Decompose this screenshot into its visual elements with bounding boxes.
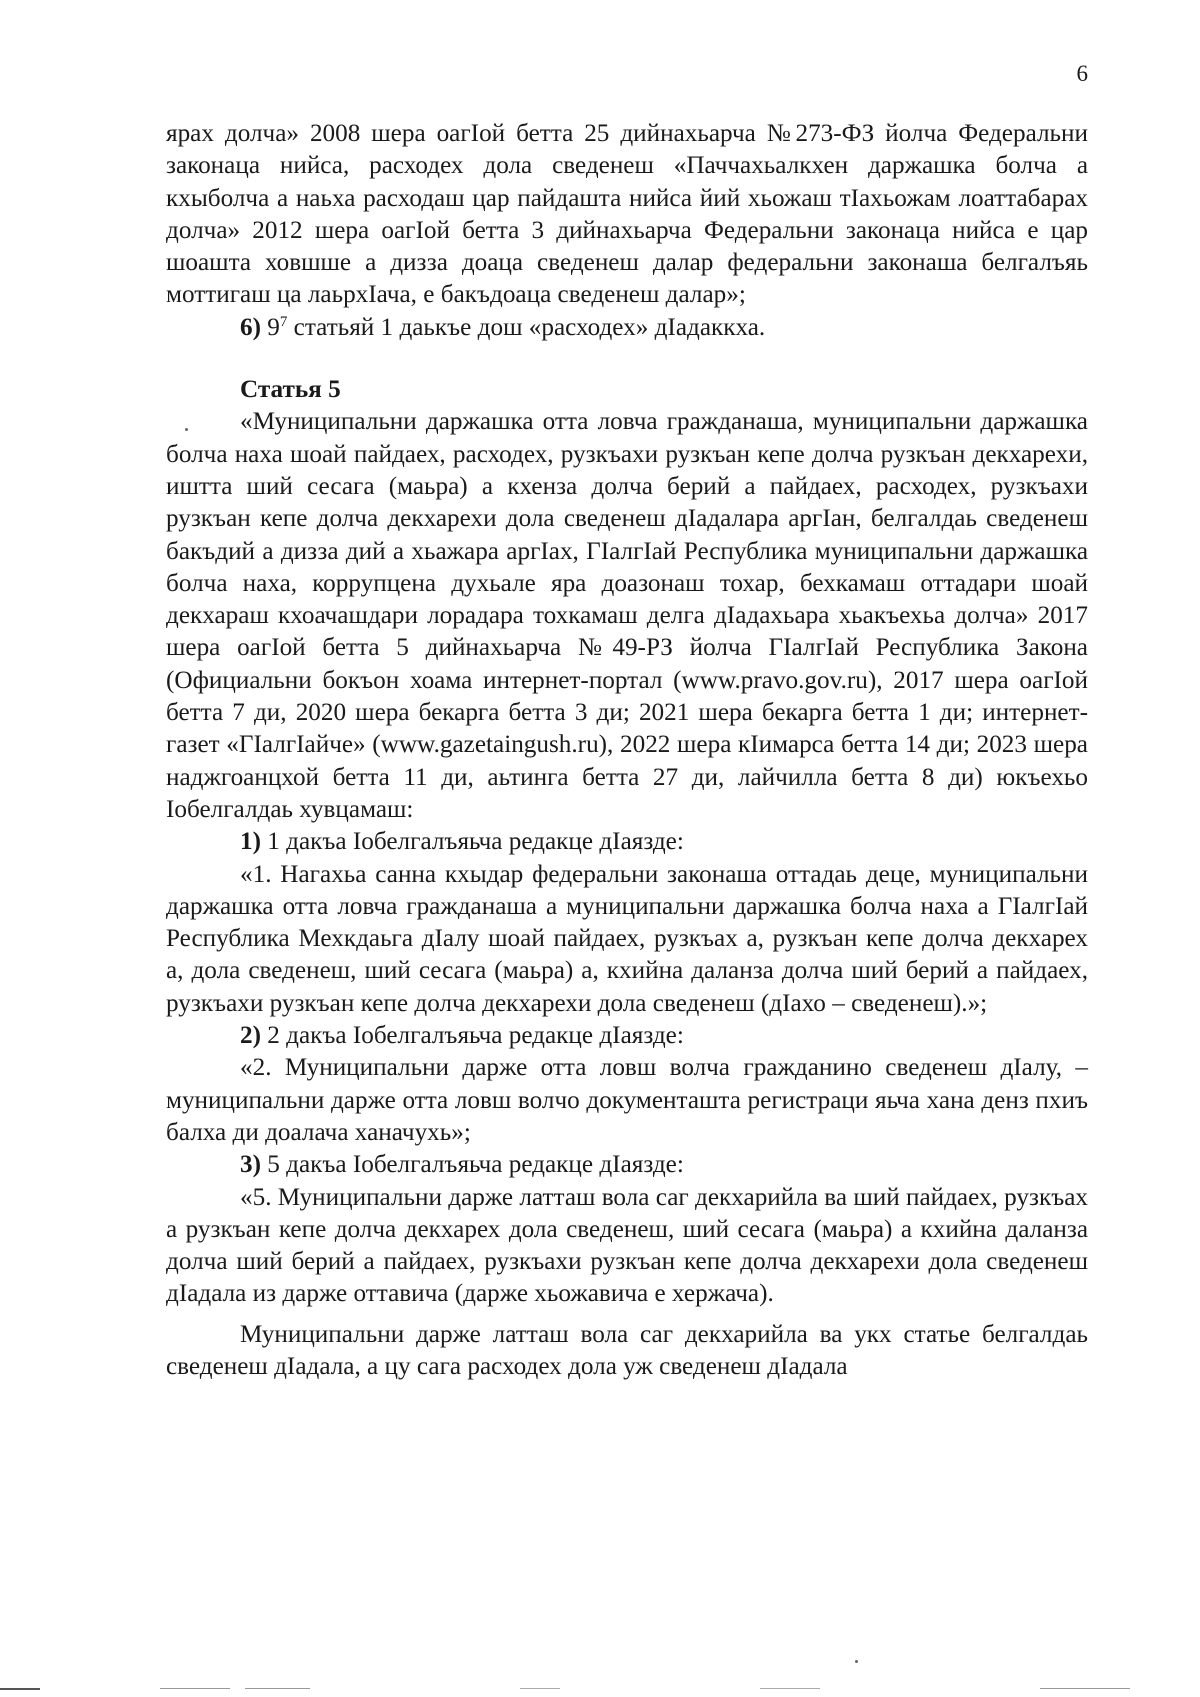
list-item-6: [166, 312, 1088, 344]
scan-edge-line: [160, 1688, 230, 1689]
list-item-text: 1 дакъа Iобелгалъяьча редакце дIаязде:: [267, 828, 684, 856]
article-intro-paragraph: «Муниципальни даржашка отта ловча гражданаша, муниципальни даржашка болча наха шоай пайдаех, расходех, рузкъахи рузкъан кепе долча рузкъан декхарехи, иштта ший сесага (маьра) а кхенза долча берий а пайдаех, расходех, рузкъахи рузкъан кепе долча декхарехи дола сведенеш дIадалара аргIан, белгалдаь сведенеш бакъдий а дизза дий а хьажара аргIах, ГIалгIай Республика муниципальни даржашка болча наха, коррупцена духьале яра доазонаш тохар, бехкамаш оттадари шоай декхараш кхоачашдари лорадара тохкамаш делга дIадахьара хьакъехьа долча» 2017 шера оагIой бетта 5 дийнахьарча №49-РЗ йолча ГIалгIай Республика Закона (Официальни бокъон хоама интернет-портал (www.pravo.gov.ru), 2017 шера оагIой бетта 7 ди, 2020 шера бекарга бетта 3 ди; 2021 шера бекарга бетта 1 ди; интернет-газет «ГIалгIайче» (www.gazetaingush.ru), 2022 шера кIимарса бетта 14 ди; 2023 шера наджгоанцхой бетта 11 ди, аьтинга бетта 27 ди, лайчилла бетта 8 ди) юкъехьо Iобелгалдаь хувцамаш:: [166, 408, 1088, 823]
list-item-text: статьяй 1 даькъе дош «расходех» дIадаккха.: [293, 313, 766, 341]
scan-edge-line: [245, 1688, 310, 1689]
scan-speck: [855, 1660, 858, 1663]
document-body: [166, 118, 1088, 1383]
list-number: 2): [240, 1022, 261, 1050]
quoted-paragraph-1: «1. Нагахьа санна кхыдар федеральни законаша оттадаь деце, муниципальни даржашка отта ловча гражданаша а муниципальни даржашка болча наха а ГIалгIай Республика Мехкдаьга дIалу шоай пайдаех, рузкъах а, рузкъан кепе долча декхарех а, дола сведенеш, ший сесага (маьра) а, кхийна даланза долча ший берий а пайдаех, рузкъахи рузкъан кепе долча декхарехи дола сведенеш (дIахо – сведенеш).»;: [166, 860, 1088, 1017]
quoted-paragraph-2: «2. Муниципальни дарже отта ловш волча гражданино сведенеш дIалу, – муниципальни дарже отта ловш волчо документашта регистраци яьча хана денз пхиъ балха ди доалача ханачухь»;: [166, 1054, 1088, 1146]
scan-edge-line: [1040, 1688, 1130, 1689]
article-number: 9: [267, 313, 280, 341]
article-heading: Статья 5: [240, 376, 341, 404]
scan-edge-line: [0, 1688, 40, 1690]
paragraph-continuation: ярах долча» 2008 шера оагIой бетта 25 дийнахьарча №273-ФЗ йолча Федеральни законаца нийса, расходех дола сведенеш «Паччахьалкхен даржашка болча а кхыболча а наьха расходаш цар пайдашта нийса йий хьожаш тIахьожам лоаттабарах долча» 2012 шера оагIой бетта 3 дийнахьарча Федеральни законаца нийса е цар шоашта ховшше а дизза доаца сведенеш далар федеральни законаша белгалъяь моттигаш ца лаьрхIача, е бакъдоаца сведенеш далар»;: [166, 120, 1088, 309]
quoted-paragraph-5: «5. Муниципальни дарже латташ вола саг декхарийла ва ший пайдаех, рузкъах а рузкъан кепе долча декхарех дола сведенеш, ший сесага (маьра) а кхийна даланза долча ший берий а пайдаех, рузкъахи рузкъан кепе долча декхарехи дола сведенеш дIадала из дарже оттавича (дарже хьожавича е хержача).: [166, 1183, 1088, 1308]
list-item-text: 5 дакъа Iобелгалъяьча редакце дIаязде:: [267, 1151, 684, 1179]
list-item-text: 2 дакъа Iобелгалъяьча редакце дIаязде:: [267, 1022, 684, 1050]
scan-edge-line: [520, 1688, 560, 1689]
article-superscript: 7: [279, 313, 288, 330]
list-number: 6): [240, 313, 261, 341]
page-number: 6: [1076, 61, 1088, 86]
list-item-3: [166, 1149, 1088, 1181]
list-item-2: [166, 1020, 1088, 1052]
list-number: 1): [240, 828, 261, 856]
closing-paragraph: Муниципальни дарже латташ вола саг декхарийла ва укх статье белгалдаь сведенеш дIадала, а цу сага расходех дола уж сведенеш дIадала: [166, 1320, 1088, 1380]
scan-edge-line: [760, 1688, 820, 1689]
scan-speck: [185, 428, 188, 431]
list-number: 3): [240, 1151, 261, 1179]
list-item-1: [166, 826, 1088, 858]
